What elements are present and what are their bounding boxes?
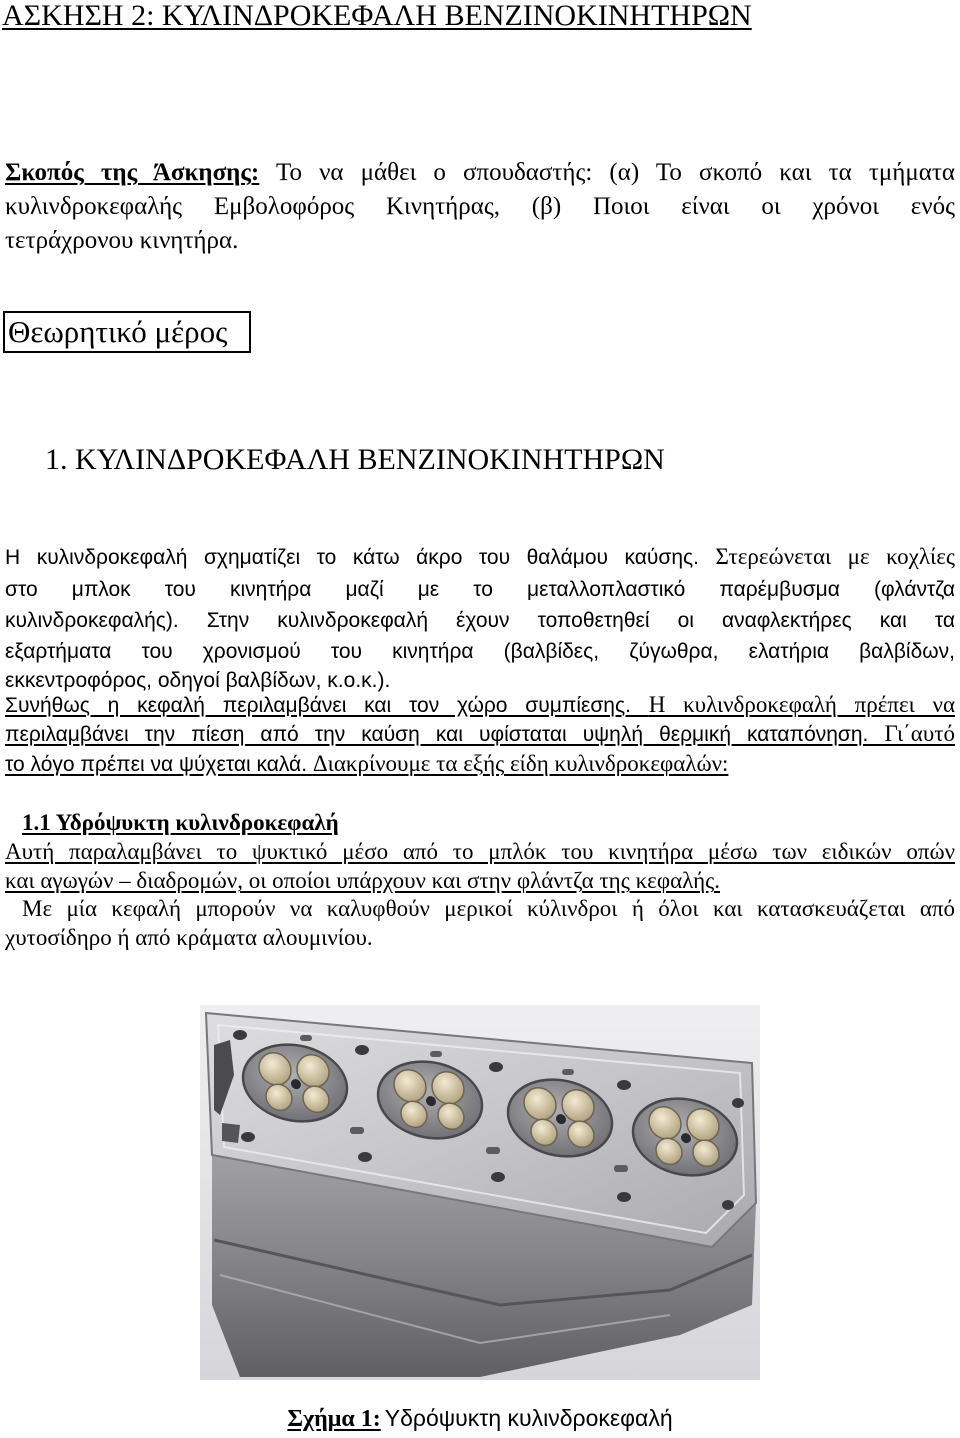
bolt-hole	[355, 1045, 369, 1055]
body-run: κυλινδροκεφαλής). Στην κυλινδροκεφαλή έχουν τοποθετηθεί οι αναφλεκτήρες και τα	[5, 609, 955, 632]
subsection-line	[5, 837, 955, 867]
figure-caption	[0, 1402, 960, 1438]
theory-section-label: Θεωρητικό μέρος	[8, 314, 228, 349]
figure-caption-text: Υδρόψυκτη κυλινδροκεφαλή	[384, 1405, 673, 1431]
subsection-text: και αγωγών – διαδρομών, οι οποίοι υπάρχουν και στην φλάντζα της κεφαλής.	[5, 868, 720, 893]
body-run: εξαρτήματα του χρονισμού του κινητήρα (βαλβίδες, ζύγωθρα, ελατήρια βαλβίδων,	[5, 640, 955, 663]
subsection-line	[5, 923, 955, 953]
body-run: Στερεώνεται με κοχλίες	[715, 544, 955, 569]
body-run: το λόγο πρέπει να ψύχεται καλά.	[5, 753, 308, 776]
bolt-hole	[617, 1080, 631, 1090]
purpose-line	[5, 156, 955, 190]
bolt-hole	[617, 1192, 631, 1202]
purpose-text: Το να μάθει ο σπουδαστής: (α) Το σκοπό και τα τμήματα	[275, 159, 955, 186]
water-passage	[430, 1051, 442, 1057]
bolt-hole	[489, 1062, 503, 1072]
subsection-text: χυτοσίδηρο ή από κράματα αλουμινίου.	[5, 925, 373, 950]
figure-label: Σχήμα 1:	[287, 1406, 381, 1432]
water-jacket-opening	[222, 1123, 240, 1143]
body-run: Η κυλινδροκεφαλή πρέπει να	[648, 692, 955, 717]
page-title: ΑΣΚΗΣΗ 2: ΚΥΛΙΝΔΡΟΚΕΦΑΛΗ ΒΕΝΖΙΝΟΚΙΝΗΤΗΡΩΝ	[2, 0, 752, 32]
subsection-text: Αυτή παραλαμβάνει το ψυκτικό μέσο από το μπλόκ του κινητήρα μέσω των ειδικών οπών	[5, 839, 955, 864]
body-line	[5, 606, 955, 636]
subsection-heading: 1.1 Υδρόψυκτη κυλινδροκεφαλή	[22, 810, 339, 835]
bolt-hole	[732, 1098, 744, 1108]
body-run: στο μπλοκ του κινητήρα μαζί με το μεταλλοπλαστικό παρέμβυσμα (φλάντζα	[5, 578, 955, 601]
purpose-text: κυλινδροκεφαλής Εμβολοφόρος Κινητήρας, (β) Ποιοι είναι οι χρόνοι ενός	[5, 193, 955, 220]
theory-section-box	[3, 311, 251, 353]
water-passage	[350, 1127, 364, 1134]
body-run: Συνήθως η κεφαλή περιλαμβάνει και τον χώρο συμπίεσης.	[5, 694, 631, 717]
body-run: περιλαμβάνει την πίεση από την καύση και υφίσταται υψηλή θερμική καταπόνηση.	[5, 723, 869, 746]
water-passage	[562, 1069, 574, 1075]
subsection-text: Με μία κεφαλή μπορούν να καλυφθούν μερικοί κύλινδροι ή όλοι και κατασκευάζεται από	[22, 896, 955, 921]
bolt-hole	[241, 1132, 255, 1142]
subsection-line	[5, 866, 955, 896]
body-line	[5, 749, 955, 780]
purpose-text: τετράχρονου κινητήρα.	[5, 227, 239, 254]
bolt-hole	[722, 1200, 734, 1210]
purpose-label: Σκοπός της Άσκησης:	[5, 159, 260, 186]
body-line	[5, 690, 955, 721]
body-run: εκκεντροφόρος, οδηγοί βαλβίδων, κ.ο.κ.).	[5, 669, 391, 692]
purpose-line	[5, 224, 955, 258]
body-run: Διακρίνουμε τα εξής είδη κυλινδροκεφαλών:	[312, 751, 729, 776]
body-run: Γι΄αυτό	[884, 721, 955, 746]
section-heading: 1. ΚΥΛΙΝΔΡΟΚΕΦΑΛΗ ΒΕΝΖΙΝΟΚΙΝΗΤΗΡΩΝ	[45, 443, 665, 476]
body-line	[5, 637, 955, 667]
bolt-hole	[358, 1152, 372, 1162]
body-line	[5, 575, 955, 605]
body-line	[5, 542, 955, 573]
body-line	[5, 719, 955, 750]
water-passage	[486, 1147, 500, 1154]
water-passage	[614, 1165, 628, 1172]
bolt-hole	[233, 1030, 247, 1040]
subsection-line	[22, 894, 955, 924]
water-passage	[300, 1035, 312, 1041]
bolt-hole	[491, 1172, 505, 1182]
cylinder-head-photo	[200, 1005, 760, 1380]
purpose-line	[5, 190, 955, 224]
body-run: Η κυλινδροκεφαλή σχηματίζει το κάτω άκρο του θαλάμου καύσης.	[5, 546, 700, 569]
